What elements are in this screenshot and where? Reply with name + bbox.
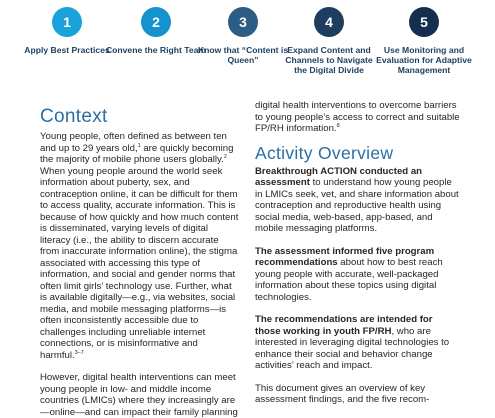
text-run: , who are interested in leveraging digital technologies to enhance their social and behavior change activities’ reach and impact. xyxy=(255,325,450,371)
bold-text: The recommendations are intended for those working in youth FP/RH xyxy=(255,314,433,337)
step-label: Expand Content and Channels to Navigate the Digital Divide xyxy=(285,45,373,75)
footnote-ref: 3–7 xyxy=(74,349,84,356)
overview-paragraph-1 xyxy=(255,166,460,235)
step-number-circle: 2 xyxy=(141,7,171,37)
text-run: about how to best reach young people with accurate, well-packaged information about these topics using digital technologies. xyxy=(255,257,443,303)
context-column xyxy=(40,100,240,418)
text-run: When young people around the world seek information about puberty, sex, and contraception online, it can be difficult for them to access quality, accurate information. This is because of how quickly and how much content is disseminated, varying levels of digital literacy (i.e., the ability to discern accurate from inaccurate information online), the stigma associated with accessing this type of information, and social and gender norms that often limit girls’ technology use. Further, what is available digitally—e.g., via websites, social media, and mobile messaging platforms—is often inconsistently accessible due to challenges including unreliable internet connections, or is misinformative and harmful. xyxy=(40,165,239,361)
step-5 xyxy=(369,7,479,75)
text-run: Young people, often defined as between ten and up to 29 years old, xyxy=(40,131,227,154)
overview-paragraph-2 xyxy=(255,246,460,304)
recommendation-steps xyxy=(0,0,495,100)
step-number-circle: 1 xyxy=(52,7,82,37)
text-run: digital health interventions to overcome barriers to young people’s access to correct and suitable FP/RH information. xyxy=(255,100,460,134)
step-label: Convene the Right Team xyxy=(105,45,207,55)
context-heading: Context xyxy=(40,106,108,127)
step-number-circle: 3 xyxy=(228,7,258,37)
text-run: are quickly becoming the majority of mobile phone users globally. xyxy=(40,142,234,165)
context-paragraph-2: However, digital health interventions can meet young people in low- and middle income countries (LMICs) where they increasingly are—online—and can impact their family planning xyxy=(40,372,238,418)
step-label: Know that “Content is Queen” xyxy=(197,45,289,65)
context-paragraph-1 xyxy=(40,131,240,361)
step-label: Use Monitoring and Evaluation for Adaptive Management xyxy=(376,45,472,75)
activity-overview-heading: Activity Overview xyxy=(255,142,394,163)
overview-column xyxy=(255,100,460,406)
step-number-circle: 5 xyxy=(409,7,439,37)
overview-paragraph-4: This document gives an overview of key assessment findings, and the five recom- xyxy=(255,382,430,405)
context-continuation xyxy=(255,100,460,135)
overview-paragraph-3 xyxy=(255,314,460,372)
footnote-ref: 8 xyxy=(336,122,340,129)
bold-text: Breakthrough ACTION conducted an assessment xyxy=(255,165,423,188)
bold-text: The assessment informed five program recommendations xyxy=(255,245,435,268)
footnote-ref: 2 xyxy=(223,153,227,160)
footnote-ref: 1 xyxy=(137,142,141,149)
step-label: Apply Best Practices xyxy=(24,45,110,55)
step-4 xyxy=(274,7,384,75)
text-run: to understand how young people in LMICs seek, vet, and share information about contraception and reproductive health using social media, web-based, app-based, and mobile messaging platforms. xyxy=(255,177,459,234)
step-number-circle: 4 xyxy=(314,7,344,37)
